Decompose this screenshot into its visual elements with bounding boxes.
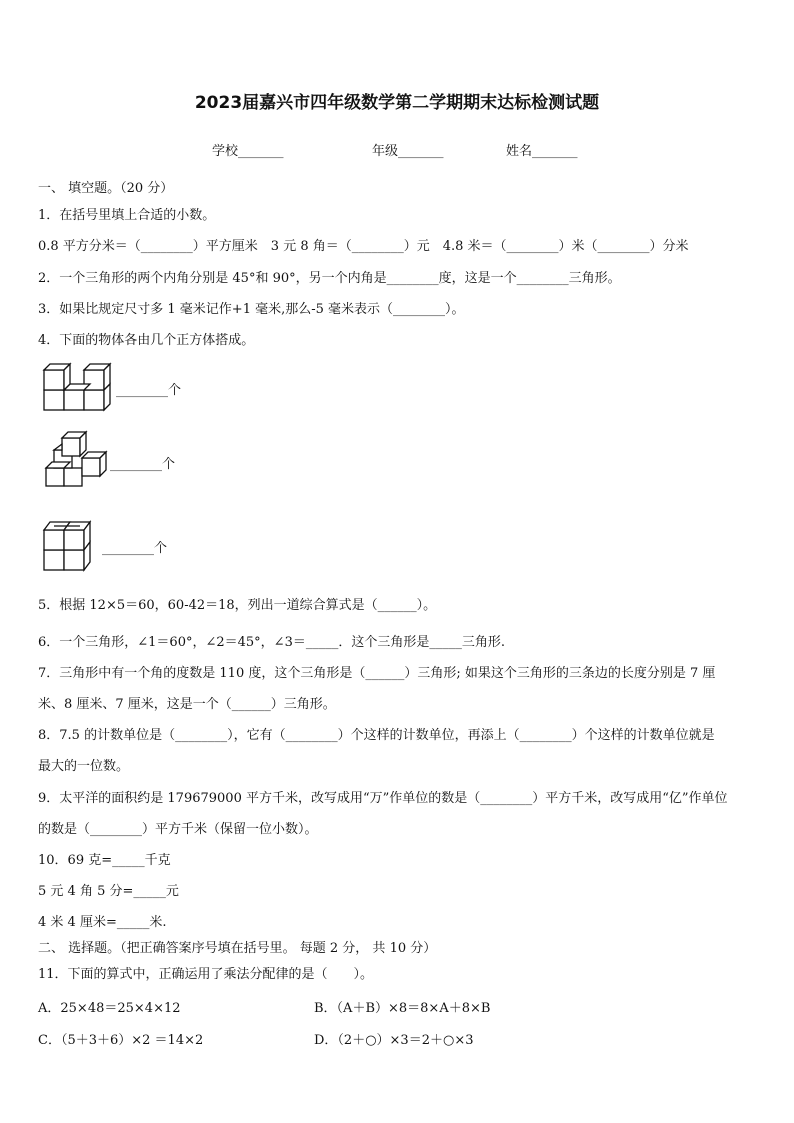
- page-title: 2023届嘉兴市四年级数学第二学期期末达标检测试题: [194, 93, 600, 113]
- cube-figure-1: [40, 362, 112, 412]
- question-11: 11．下面的算式中，正确运用了乘法分配律的是（ ）。: [38, 967, 374, 982]
- question-7-line-1: 7．三角形中有一个角的度数是 110 度，这个三角形是（______）三角形; 如果这个三角形的三条边的长度分别是 7 厘: [38, 666, 716, 681]
- section-1-heading: 一、 填空题。（20 分）: [38, 181, 174, 196]
- question-10-line-3: 4 米 4 厘米=_____米.: [38, 915, 167, 930]
- cube-figure-3: [40, 516, 102, 572]
- option-a: A．25×48＝25×4×12: [38, 1001, 181, 1016]
- question-8-line-1: 8．7.5 的计数单位是（________），它有（________）个这样的计数单位，再添上（________）个这样的计数单位就是: [38, 728, 715, 743]
- section-2-heading: 二、 选择题。（把正确答案序号填在括号里。 每题 2 分， 共 10 分）: [38, 941, 437, 956]
- question-7-line-2: 米、8 厘米、7 厘米，这是一个（______）三角形。: [38, 697, 336, 712]
- school-field: 学校_______: [212, 144, 284, 159]
- option-c: C．（5＋3＋6）×2 ＝14×2: [38, 1033, 204, 1048]
- question-5: 5．根据 12×5＝60，60-42＝18，列出一道综合算式是（______）。: [38, 598, 437, 613]
- question-4: 4．下面的物体各由几个正方体搭成。: [38, 333, 255, 348]
- question-1-body: 0.8 平方分米＝（________）平方厘米 3 元 8 角＝（________）元 4.8 米＝（________）米（________）分米: [38, 239, 689, 254]
- question-9-line-1: 9．太平洋的面积约是 179679000 平方千米，改写成用“万”作单位的数是（________）平方千米，改写成用“亿”作单位: [38, 791, 728, 806]
- grade-field: 年级_______: [372, 144, 444, 159]
- cube-count-blank-2: ________个: [110, 457, 176, 472]
- option-b: B．（A＋B）×8＝8×A＋8×B: [314, 1001, 491, 1016]
- cube-count-blank-1: ________个: [116, 383, 182, 398]
- question-9-line-2: 的数是（________）平方千米（保留一位小数）。: [38, 822, 318, 837]
- question-1: 1．在括号里填上合适的小数。: [38, 208, 216, 223]
- question-3: 3．如果比规定尺寸多 1 毫米记作+1 毫米,那么-5 毫米表示（________）。: [38, 302, 465, 317]
- question-6: 6．一个三角形，∠1＝60°，∠2＝45°，∠3＝_____．这个三角形是_____三角形.: [38, 635, 505, 650]
- cube-figure-2: [40, 430, 112, 490]
- question-10-line-1: 10．69 克=_____千克: [38, 853, 171, 868]
- cube-count-blank-3: ________个: [102, 541, 168, 556]
- question-8-line-2: 最大的一位数。: [38, 759, 130, 774]
- question-10-line-2: 5 元 4 角 5 分=_____元: [38, 884, 179, 899]
- option-d: D．（2＋○）×3＝2＋○×3: [314, 1033, 474, 1048]
- question-2: 2．一个三角形的两个内角分别是 45°和 90°，另一个内角是________度，这是一个________三角形。: [38, 271, 621, 286]
- name-field: 姓名_______: [506, 144, 578, 159]
